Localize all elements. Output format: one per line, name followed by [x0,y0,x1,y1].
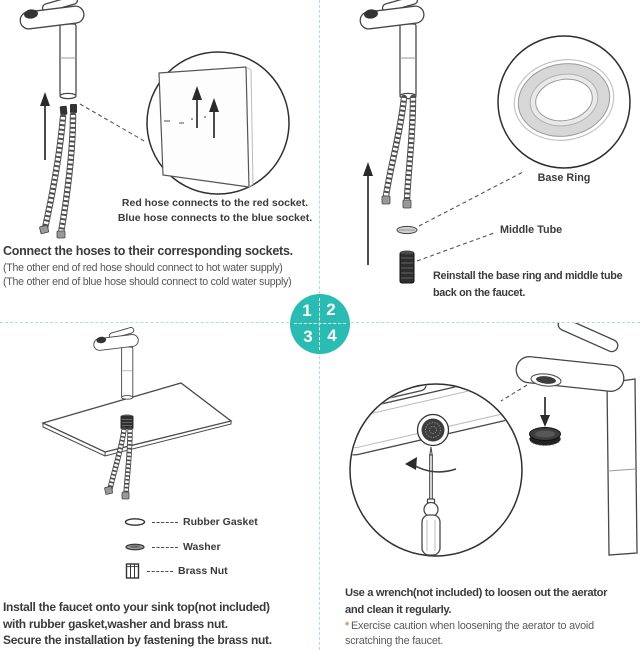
inset-caption-line1: Red hose connects to the red socket. [121,197,309,209]
legend-dash [152,522,178,523]
base-ring-part [397,226,417,233]
leader-dashed-line [80,104,146,142]
legend-dash [147,571,173,572]
base-ring-inset-circle [498,36,630,168]
aerator-leader [501,385,527,401]
step3-caption [3,599,272,649]
step-number-1: 1 [302,301,312,320]
legend-rubber-gasket [124,516,258,528]
aerator-inset-circle [324,357,527,556]
faucet-illustration [19,0,85,99]
inset-caption-line2: Blue hose connects to the blue socket. [117,212,313,224]
step2-caption-line2: back on the faucet. [433,286,526,299]
legend-brass-nut [125,562,228,580]
step2-caption [433,268,640,301]
step3-caption-line3: Secure the installation by fastening the brass nut. [3,633,272,648]
faucet-illustration [93,327,139,399]
step4-caption [345,585,637,618]
up-arrow [40,92,50,160]
middle-tube-part [400,251,414,284]
legend-washer [124,541,221,553]
washer-icon [124,542,146,552]
step4-note-text1: Exercise caution when loosening the aerator to avoid [351,620,594,632]
step4-note-line1 [345,619,635,634]
brass-nut-label: Brass Nut [178,565,228,577]
step1-subnotes [3,262,291,290]
rubber-gasket-icon [124,517,146,527]
socket-inset-circle [147,52,289,194]
middle-tube-leader [417,233,494,261]
step4-caption-line2: and clean it regularly. [345,603,452,616]
faucet-illustration [359,0,425,99]
badge-horizontal-dash [294,323,346,324]
inset-caption [100,196,330,226]
down-arrow [540,397,550,427]
up-arrow [363,162,373,265]
sink-top-illustration [43,383,231,456]
step1-subnote-1: (The other end of red hose should connect to hot water supply) [3,262,283,274]
step3-caption-line2: with rubber gasket,washer and brass nut. [3,616,228,631]
step1-subnote-2: (The other end of blue hose should connect to cold water supply) [3,275,292,288]
step1-heading: Connect the hoses to their corresponding sockets. [3,244,293,258]
step4-caption-line1: Use a wrench(not included) to loosen out the aerator [345,587,608,599]
brass-nut-icon [125,562,141,580]
step4-note [345,619,635,649]
panel2-illustration [320,0,640,310]
note-asterisk: * [345,620,350,632]
legend-dash [152,547,178,548]
step-number-badge [290,294,350,354]
step3-caption-line1: Install the faucet onto your sink top(not included) [3,600,270,614]
step4-note-line2: scratching the faucet. [345,635,444,648]
rubber-gasket-label: Rubber Gasket [183,516,258,528]
base-ring-label: Base Ring [537,172,591,184]
step-number-2: 2 [326,300,336,319]
washer-label: Washer [183,541,221,553]
step-number-4: 4 [327,326,337,345]
middle-tube-label: Middle Tube [500,224,563,236]
step2-caption-line1: Reinstall the base ring and middle tube [433,270,623,282]
step-number-3: 3 [303,327,313,346]
hoses-illustration [382,98,413,208]
aerator-part [530,428,561,446]
